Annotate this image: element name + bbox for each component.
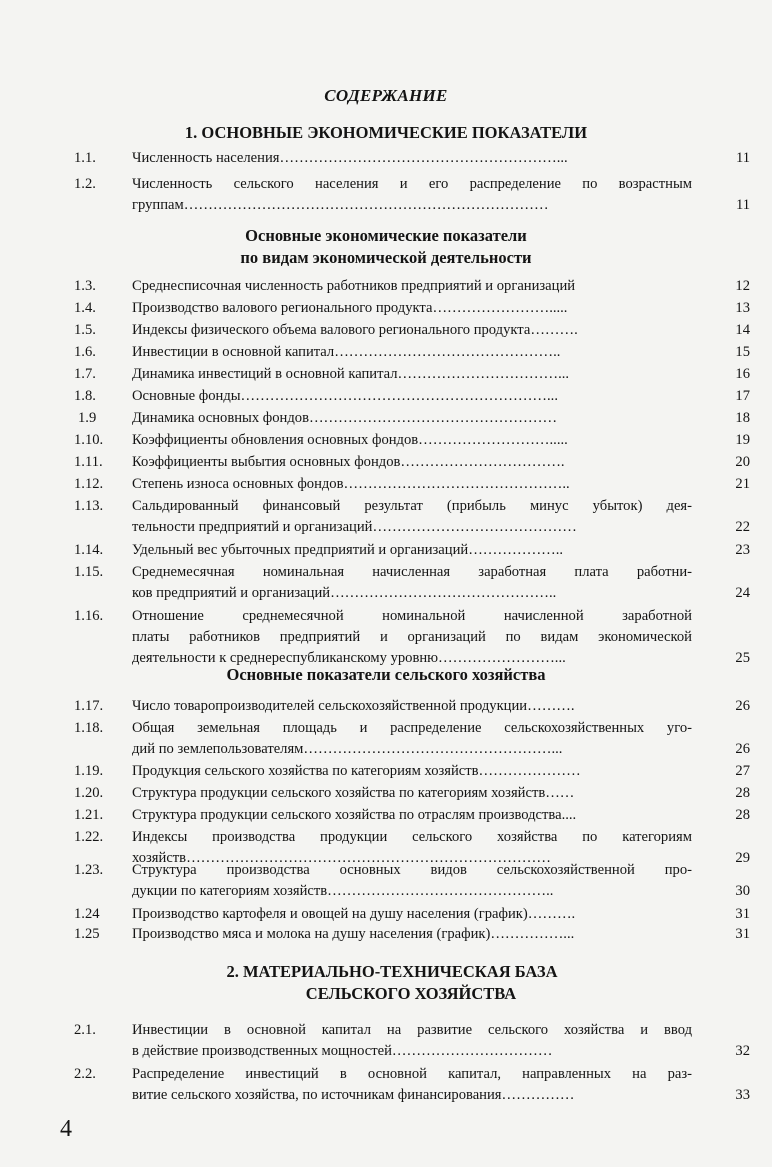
entry-page: 11 <box>735 150 750 166</box>
entry-page: 31 <box>735 906 750 922</box>
entry-number: 1.4. <box>74 300 96 316</box>
entry-title: Индексы производства продукции сельского хозяйства по категориям <box>132 829 692 845</box>
entry-page: 14 <box>735 322 750 338</box>
entry-title: Отношение среднемесячной номинальной начисленной заработной <box>132 608 692 624</box>
entry-page: 28 <box>735 785 750 801</box>
entry-page: 15 <box>735 344 750 360</box>
entry-title-cont: тельности предприятий и организаций…………………………………… <box>132 519 577 535</box>
entry-title-cont: ков предприятий и организаций……………………………………….. <box>132 585 557 601</box>
entry-title: Инвестиции в основной капитал……………………………………….. <box>132 344 561 360</box>
entry-page: 13 <box>735 300 750 316</box>
entry-title: Коэффициенты выбытия основных фондов……………………………. <box>132 454 565 470</box>
entry-number: 1.11. <box>74 454 103 470</box>
entry-page: 19 <box>735 432 750 448</box>
entry-number: 1.5. <box>74 322 96 338</box>
entry-title-cont: витие сельского хозяйства, по источникам финансирования…………… <box>132 1087 575 1103</box>
entry-title-cont: платы работников предприятий и организаций по видам экономической <box>132 629 692 645</box>
entry-number: 1.16. <box>74 608 104 624</box>
page-number: 4 <box>60 1116 72 1142</box>
entry-title: Производство картофеля и овощей на душу населения (график)………. <box>132 906 576 922</box>
entry-title: Коэффициенты обновления основных фондов………………………..... <box>132 432 568 448</box>
subsection-heading-line1: Основные экономические показатели <box>245 226 527 245</box>
entry-title: Структура продукции сельского хозяйства по отраслям производства.... <box>132 807 577 823</box>
entry-title: Индексы физического объема валового регионального продукта………. <box>132 322 578 338</box>
entry-number: 2.1. <box>74 1022 96 1038</box>
entry-page: 11 <box>735 197 750 213</box>
entry-number: 1.24 <box>74 906 100 922</box>
entry-number: 1.12. <box>74 476 104 492</box>
entry-title-cont: дий по землепользователям……………………………………………... <box>132 741 563 757</box>
entry-page: 26 <box>735 698 750 714</box>
entry-page: 21 <box>735 476 750 492</box>
entry-page: 31 <box>735 926 750 942</box>
entry-title: Среднемесячная номинальная начисленная заработная плата работни- <box>132 564 692 580</box>
entry-page: 28 <box>735 807 750 823</box>
entry-number: 1.8. <box>74 388 96 404</box>
entry-page: 23 <box>735 542 750 558</box>
entry-title: Удельный вес убыточных предприятий и организаций……………….. <box>132 542 564 558</box>
entry-page: 20 <box>735 454 750 470</box>
entry-page: 27 <box>735 763 750 779</box>
entry-title-cont: хозяйств………………………………………………………………… <box>132 850 551 866</box>
entry-number: 1.17. <box>74 698 104 714</box>
entry-title-cont: группам………………………………………………………………… <box>132 197 549 213</box>
entry-number: 1.15. <box>74 564 104 580</box>
entry-page: 33 <box>735 1087 750 1103</box>
entry-title-cont: в действие производственных мощностей…………………………… <box>132 1043 553 1059</box>
entry-number: 1.6. <box>74 344 96 360</box>
entry-page: 32 <box>735 1043 750 1059</box>
entry-page: 24 <box>735 585 750 601</box>
entry-number: 1.23. <box>74 862 104 878</box>
toc-title: СОДЕРЖАНИЕ <box>324 86 448 105</box>
entry-page: 25 <box>735 650 750 666</box>
entry-page: 12 <box>735 278 750 294</box>
entry-title: Инвестиции в основной капитал на развитие сельского хозяйства и ввод <box>132 1022 692 1038</box>
entry-title: Степень износа основных фондов……………………………………….. <box>132 476 570 492</box>
entry-page: 18 <box>735 410 750 426</box>
entry-title: Динамика инвестиций в основной капитал……………………………... <box>132 366 570 382</box>
entry-page: 30 <box>735 883 750 899</box>
entry-title: Число товаропроизводителей сельскохозяйственной продукции………. <box>132 698 575 714</box>
subsection-heading: Основные показатели сельского хозяйства <box>226 665 546 684</box>
entry-number: 1.21. <box>74 807 104 823</box>
entry-title: Численность населения…………………………………………………... <box>132 150 568 166</box>
entry-number: 1.10. <box>74 432 104 448</box>
entry-number: 1.18. <box>74 720 104 736</box>
entry-title: Структура производства основных видов сельскохозяйственной про- <box>132 862 692 878</box>
section-2-heading-line1: 2. МАТЕРИАЛЬНО-ТЕХНИЧЕСКАЯ БАЗА <box>226 962 558 981</box>
entry-page: 17 <box>735 388 750 404</box>
entry-title: Производство валового регионального продукта……………………..... <box>132 300 568 316</box>
entry-number: 1.25 <box>74 926 100 942</box>
entry-title-cont: деятельности к среднереспубликанскому уровню……………………... <box>132 650 566 666</box>
entry-number: 1.19. <box>74 763 104 779</box>
entry-number: 1.20. <box>74 785 104 801</box>
entry-title: Основные фонды………………………………………………………... <box>132 388 558 404</box>
entry-number: 1.7. <box>74 366 96 382</box>
section-2-heading-line2: СЕЛЬСКОГО ХОЗЯЙСТВА <box>305 984 517 1003</box>
entry-page: 29 <box>735 850 750 866</box>
entry-number: 1.13. <box>74 498 104 514</box>
entry-title: Продукция сельского хозяйства по категориям хозяйств………………… <box>132 763 581 779</box>
entry-page: 26 <box>735 741 750 757</box>
entry-title-cont: дукции по категориям хозяйств……………………………………….. <box>132 883 554 899</box>
entry-number: 1.2. <box>74 176 96 192</box>
entry-number: 1.9 <box>78 410 97 426</box>
entry-number: 1.1. <box>74 150 96 166</box>
entry-title: Распределение инвестиций в основной капитал, направленных на раз- <box>132 1066 692 1082</box>
entry-page: 16 <box>735 366 750 382</box>
entry-title: Производство мяса и молока на душу населения (график)……………... <box>132 926 575 942</box>
entry-number: 2.2. <box>74 1066 96 1082</box>
entry-title: Структура продукции сельского хозяйства по категориям хозяйств…… <box>132 785 575 801</box>
section-1-heading: 1. ОСНОВНЫЕ ЭКОНОМИЧЕСКИЕ ПОКАЗАТЕЛИ <box>184 123 588 142</box>
entry-title: Численность сельского населения и его распределение по возрастным <box>132 176 692 192</box>
entry-title: Динамика основных фондов…………………………………………… <box>132 410 558 426</box>
entry-number: 1.3. <box>74 278 96 294</box>
entry-title: Общая земельная площадь и распределение сельскохозяйственных уго- <box>132 720 692 736</box>
entry-page: 22 <box>735 519 750 535</box>
entry-title: Сальдированный финансовый результат (прибыль минус убыток) дея- <box>132 498 692 514</box>
entry-number: 1.14. <box>74 542 104 558</box>
subsection-heading-line2: по видам экономической деятельности <box>240 248 532 267</box>
entry-title: Среднесписочная численность работников предприятий и организаций <box>132 278 576 294</box>
entry-number: 1.22. <box>74 829 104 845</box>
